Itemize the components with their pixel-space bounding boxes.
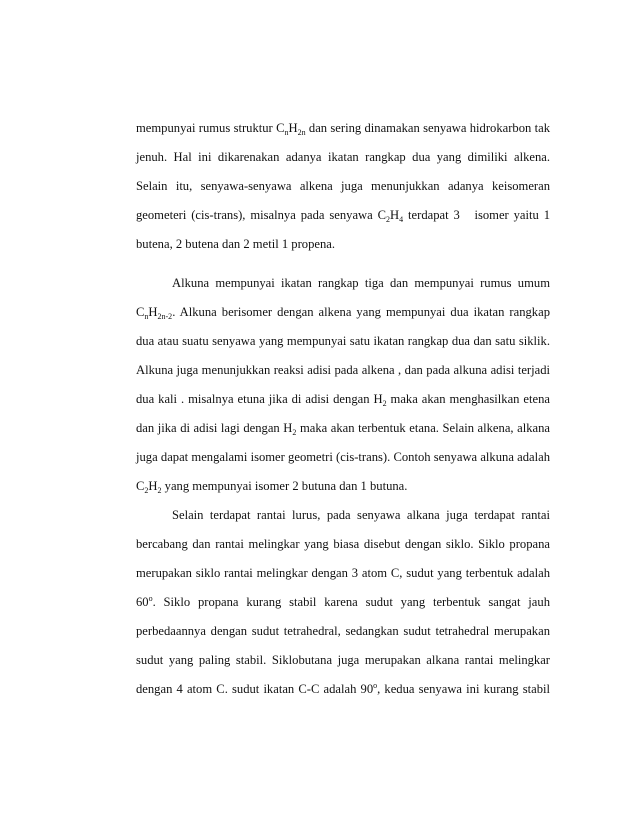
text-line: dua kali . misalnya etuna jika di adisi dengan $H_2$ maka akan menghasilkan etena (136, 392, 550, 408)
text-line: $C_2H_2$ yang mempunyai isomer 2 butuna dan 1 butuna. (136, 479, 408, 495)
text-line: Alkuna juga menunjukkan reaksi adisi pada alkena , dan pada alkuna adisi terjadi (136, 363, 550, 377)
text-line: Selain itu, senyawa-senyawa alkena juga menunjukkan adanya keisomeran (136, 179, 550, 193)
text-line: dengan 4 atom C. sudut ikatan C-C adalah 90$^o$, kedua senyawa ini kurang stabil (136, 681, 551, 696)
text-line: dan jika di adisi lagi dengan $H_2$ maka akan terbentuk etana. Selain alkena, alkana (136, 421, 550, 437)
text-line: $C_nH_{2n-2}$. Alkuna berisomer dengan alkena yang mempunyai dua ikatan rangkap (136, 305, 550, 321)
text-line: sudut yang paling stabil. Siklobutana juga merupakan alkana rantai melingkar (136, 653, 550, 667)
text-line: butena, 2 butena dan 2 metil 1 propena. (136, 237, 335, 251)
text-line: jenuh. Hal ini dikarenakan adanya ikatan rangkap dua yang dimiliki alkena. (136, 150, 550, 164)
text-line: 60$^o$. Siklo propana kurang stabil karena sudut yang terbentuk sangat jauh (136, 594, 550, 609)
text-line: juga dapat mengalami isomer geometri (cis-trans). Contoh senyawa alkuna adalah (136, 450, 550, 464)
text-line: mempunyai rumus struktur $C_nH_{2n}$ dan sering dinamakan senyawa hidrokarbon tak (136, 121, 551, 137)
text-line: merupakan siklo rantai melingkar dengan 3 atom C, sudut yang terbentuk adalah (136, 566, 550, 580)
text-line: geometeri (cis-trans), misalnya pada senyawa $C_2H_4$ terdapat 3 isomer yaitu 1 (136, 208, 550, 224)
text-line: Alkuna mempunyai ikatan rangkap tiga dan mempunyai rumus umum (172, 276, 550, 290)
text-line: Selain terdapat rantai lurus, pada senyawa alkana juga terdapat rantai (172, 508, 550, 522)
text-line: dua atau suatu senyawa yang mempunyai satu ikatan rangkap dua dan satu siklik. (136, 334, 550, 348)
text-line: bercabang dan rantai melingkar yang biasa disebut dengan siklo. Siklo propana (136, 537, 550, 551)
text-line: perbedaannya dengan sudut tetrahedral, sedangkan sudut tetrahedral merupakan (136, 624, 550, 638)
